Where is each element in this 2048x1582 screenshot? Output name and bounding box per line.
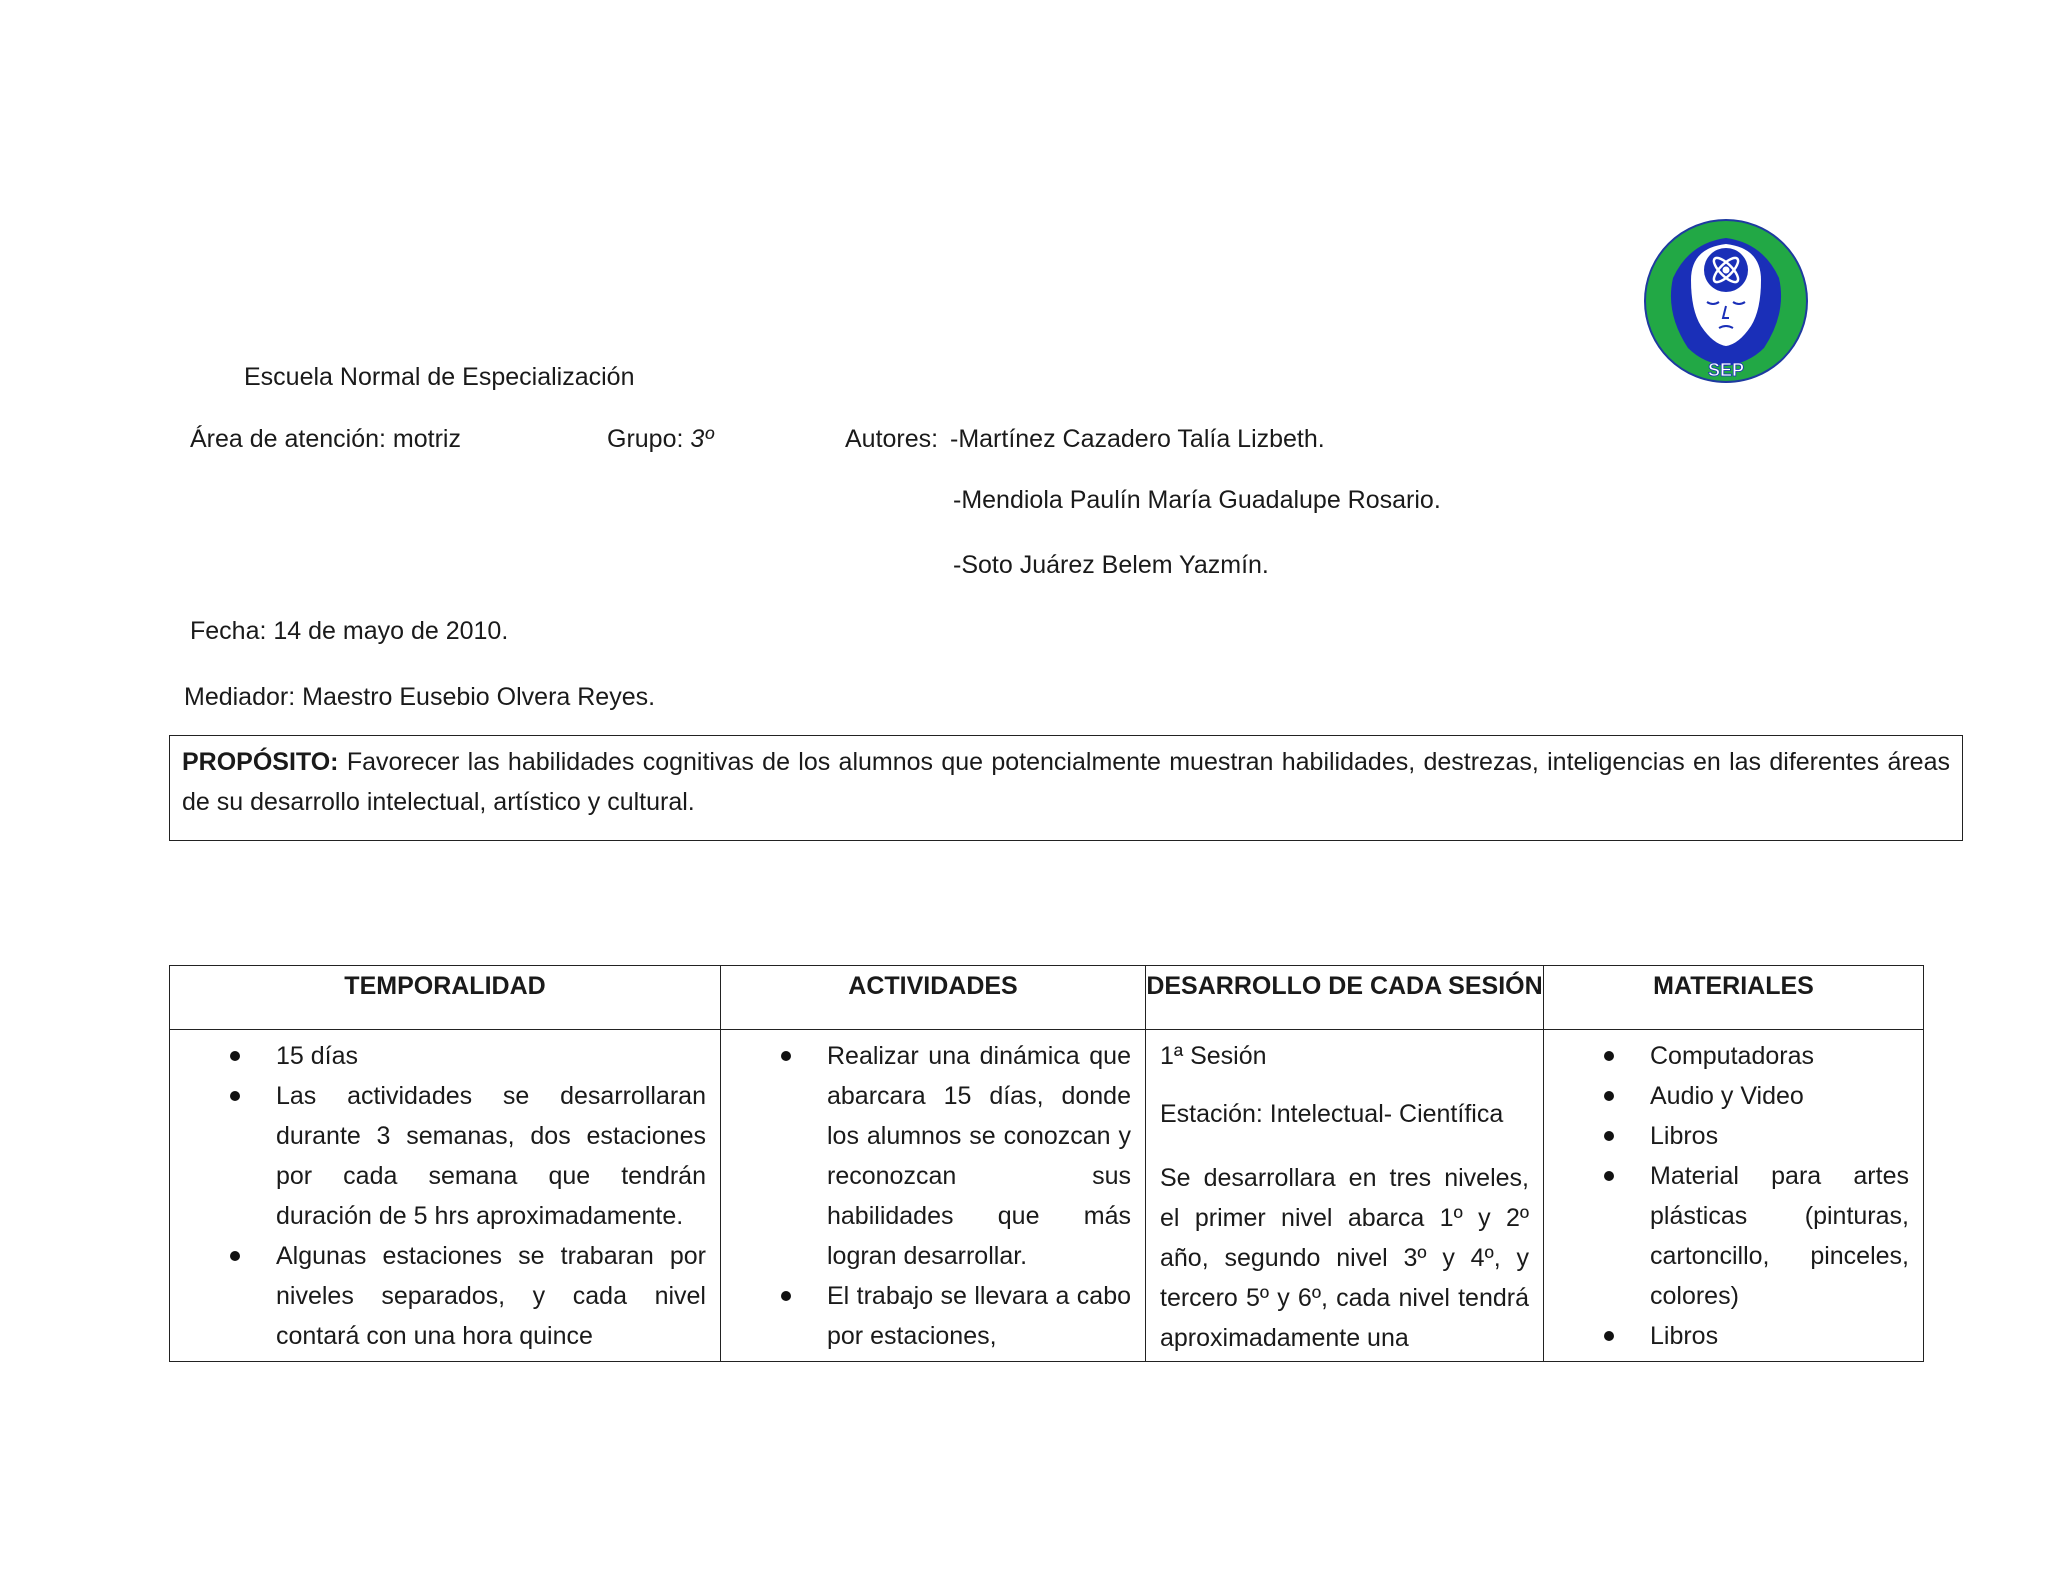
purpose-label: PROPÓSITO: [182,748,339,776]
author-1: -Martínez Cazadero Talía Lizbeth. [950,425,1325,453]
list-item: 15 días [276,1036,706,1076]
list-item: Algunas estaciones se trabaran por niveles separados, y cada nivel contará con una hora quince [276,1236,706,1356]
authors-label: Autores: [845,425,939,453]
session-title: 1ª Sesión [1160,1042,1267,1070]
cell-actividades [721,1030,1146,1362]
list-item: Realizar una dinámica que abarcara 15 días, donde los alumnos se conozcan y reconozcan sus habilidades que más logran desarrollar. [827,1036,1131,1276]
session-description: Se desarrollara en tres niveles, el primer nivel abarca 1º y 2º año, segundo nivel 3º y 4º, y tercero 5º y 6º, cada nivel tendrá aproximadamente una [1160,1164,1529,1352]
list-item: Audio y Video [1650,1076,1909,1116]
header-temporalidad: TEMPORALIDAD [170,966,721,1030]
group-label: Grupo: [607,425,684,453]
list-item: Computadoras [1650,1036,1909,1076]
station-name: Estación: Intelectual- Científica [1160,1100,1504,1128]
header-materiales: MATERIALES [1544,966,1924,1030]
logo-text: SEP [1707,360,1745,380]
group-field [607,424,713,454]
sep-logo [1643,218,1809,384]
temporalidad-list [276,1036,706,1356]
header-actividades: ACTIVIDADES [721,966,1146,1030]
purpose-box [169,735,1963,841]
cell-temporalidad [170,1030,721,1362]
table-header-row [170,966,1924,1030]
list-item: Las actividades se desarrollaran durante 3 semanas, dos estaciones por cada semana que tendrán duración de 5 hrs aproximadamente. [276,1076,706,1236]
list-item: Material para artes plásticas (pinturas, cartoncillo, pinceles, colores) [1650,1156,1909,1316]
list-item: El trabajo se llevara a cabo por estaciones, [827,1276,1131,1356]
table-row [170,1030,1924,1362]
author-2: -Mendiola Paulín María Guadalupe Rosario. [953,486,1441,514]
cell-materiales [1544,1030,1924,1362]
area-label: Área de atención: motriz [190,425,461,453]
date-line: Fecha: 14 de mayo de 2010. [190,617,509,645]
plan-table [169,965,1924,1362]
group-value: 3º [690,425,714,453]
purpose-text: Favorecer las habilidades cognitivas de los alumnos que potencialmente muestran habilidades, destrezas, inteligencias en las diferentes áreas de su desarrollo intelectual, artístico y cultural. [182,748,1950,816]
list-item: Libros [1650,1316,1909,1356]
mediator-line: Mediador: Maestro Eusebio Olvera Reyes. [184,683,656,711]
actividades-list [827,1036,1131,1356]
cell-desarrollo [1146,1030,1544,1362]
materiales-list [1650,1036,1909,1356]
author-3: -Soto Juárez Belem Yazmín. [953,551,1269,579]
header-desarrollo: DESARROLLO DE CADA SESIÓN [1146,966,1544,1030]
school-name: Escuela Normal de Especialización [244,363,635,391]
list-item: Libros [1650,1116,1909,1156]
